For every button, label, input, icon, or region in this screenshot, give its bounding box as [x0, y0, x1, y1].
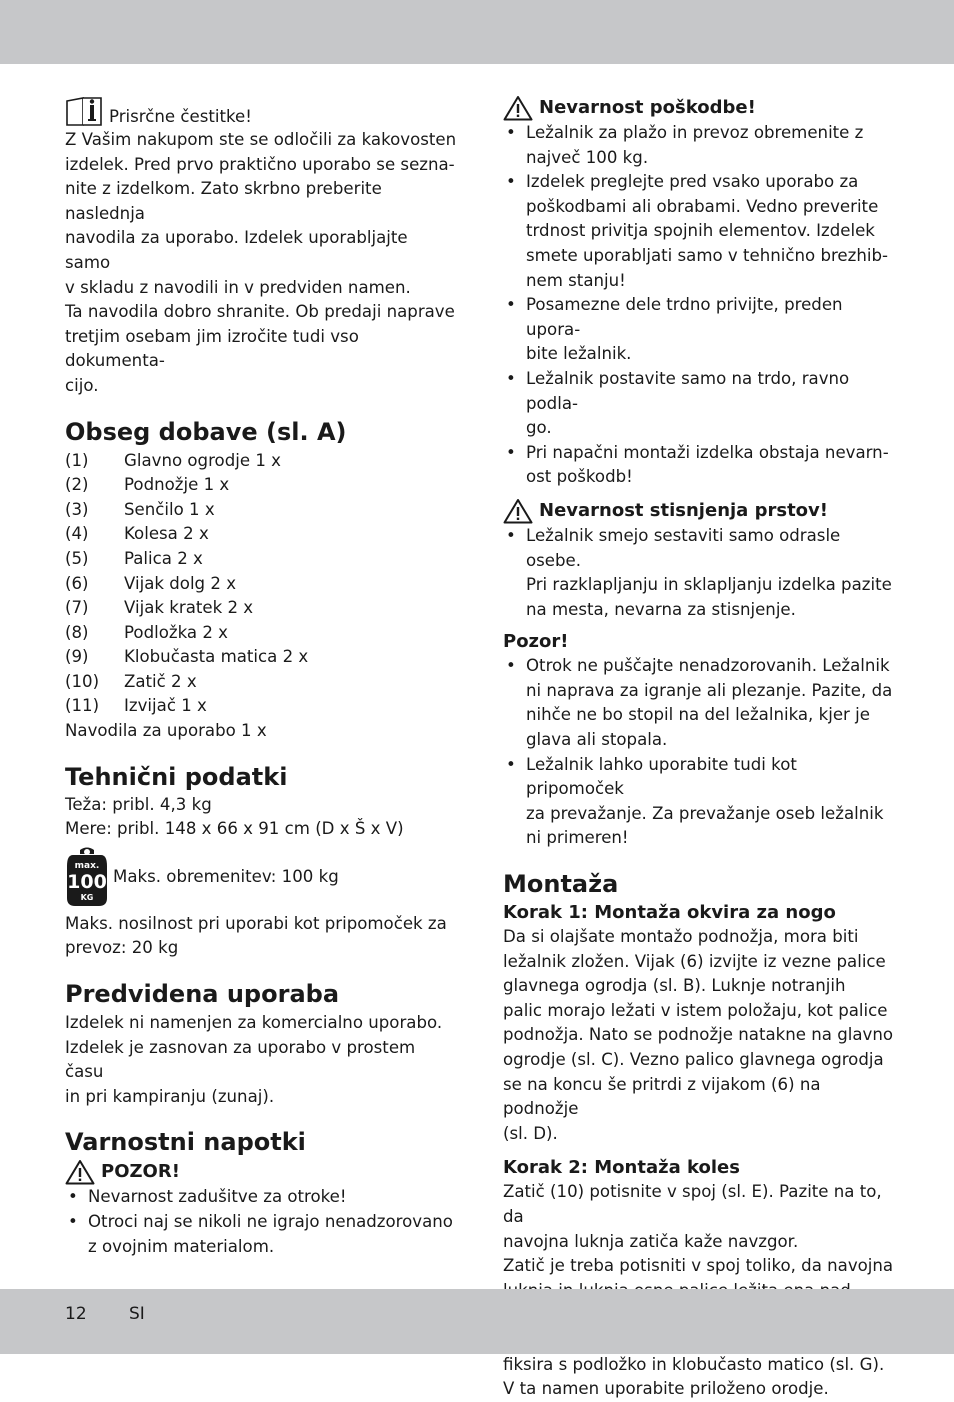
list-item: • Ležalnik smejo sestaviti samo odrasle osebe. Pri razklapljanju in sklapljanju izdelka pazite na mesta, nevarna za stisnjenje.	[503, 524, 895, 622]
scope-item-label: Izvijač 1 x	[124, 696, 207, 716]
intro-line: v skladu z navodili in v predviden namen.	[65, 277, 411, 297]
info-book-icon	[65, 95, 103, 127]
damage-list	[503, 121, 895, 490]
max-load-text: Maks. obremenitev: 100 kg	[113, 866, 339, 886]
language-code: SI	[129, 1304, 145, 1324]
pozor-warning-head	[65, 1159, 457, 1185]
step2-line: Zatič (10) potisnite v spoj (sl. E). Pazite na to, da	[503, 1182, 882, 1226]
scope-list	[65, 449, 457, 744]
scope-item-number: (6)	[65, 573, 89, 593]
damage-heading: Nevarnost poškodbe!	[539, 97, 756, 118]
step1-line: podnožja. Nato se podnožje natakne na glavno	[503, 1025, 893, 1045]
intro-greeting-line	[65, 95, 457, 127]
pinch-heading: Nevarnost stisnjenja prstov!	[539, 499, 828, 521]
scope-item-label: Vijak kratek 2 x	[124, 598, 254, 618]
step2-line: fiksira s podložko in klobučasto matico (sl. G).	[503, 1354, 885, 1374]
scope-item	[65, 621, 457, 646]
tech-dimensions: Mere: pribl. 148 x 66 x 91 cm (D x Š x V)	[65, 819, 404, 839]
header-bar	[0, 0, 954, 64]
scope-item-number: (2)	[65, 475, 89, 495]
scope-item-number: (7)	[65, 598, 89, 618]
pinch-list	[503, 524, 895, 622]
warning-triangle-icon	[65, 1159, 95, 1185]
warning-triangle-icon	[503, 95, 533, 121]
step1-line: Da si olajšate montažo podnožja, mora biti	[503, 927, 859, 947]
weight-100kg-icon	[65, 846, 109, 908]
list-item: • Nevarnost zadušitve za otroke!	[65, 1185, 457, 1210]
list-item: • Otroci naj se nikoli ne igrajo nenadzorovano z ovojnim materialom.	[65, 1210, 457, 1259]
scope-item-number: (10)	[65, 671, 100, 691]
intended-line: Izdelek ni namenjen za komercialno uporabo.	[65, 1013, 443, 1033]
step1-line: ogrodje (sl. C). Vezno palico glavnega ogrodja	[503, 1050, 884, 1069]
caution-heading: Pozor!	[503, 631, 569, 653]
step1-heading: Korak 1: Montaža okvira za nogo	[503, 902, 836, 924]
scope-item-number: (9)	[65, 647, 89, 667]
step2-line: V ta namen uporabite priloženo orodje.	[503, 1379, 829, 1399]
scope-item-number: (11)	[65, 696, 100, 716]
tech-transport-line: Maks. nosilnost pri uporabi kot pripomoček za	[65, 913, 447, 933]
intended-line: in pri kampiranju (zunaj).	[65, 1086, 275, 1106]
scope-item-number: (5)	[65, 548, 89, 568]
intro-greeting: Prisrčne čestitke!	[109, 107, 252, 126]
intro-line: nite z izdelkom. Zato skrbno preberite naslednja	[65, 179, 382, 223]
intended-heading: Predvidena uporaba	[65, 980, 340, 1009]
scope-item-label: Podložka 2 x	[124, 622, 228, 642]
scope-item	[65, 694, 457, 719]
scope-item	[65, 645, 457, 670]
pinch-warning-head	[503, 498, 895, 524]
list-item: • Posamezne dele trdno privijte, preden upora- bite ležalnik.	[503, 293, 895, 367]
intended-line: Izdelek je zasnovan za uporabo v prostem času	[65, 1037, 416, 1082]
scope-heading: Obseg dobave (sl. A)	[65, 417, 347, 446]
step1-line: palic morajo ležati v istem položaju, kot palice	[503, 1000, 888, 1020]
scope-item-number: (1)	[65, 450, 89, 470]
scope-item	[65, 572, 457, 597]
step1-line: (sl. D).	[503, 1123, 558, 1143]
list-item: • Ležalnik postavite samo na trdo, ravno podla- go.	[503, 367, 895, 441]
scope-item-label: Zatič 2 x	[124, 671, 197, 691]
intro-text	[65, 128, 457, 399]
intro-line: Ta navodila dobro shranite. Ob predaji naprave	[65, 302, 455, 322]
scope-item-label: Senčilo 1 x	[124, 499, 215, 519]
scope-footer: Navodila za uporabo 1 x	[65, 721, 267, 741]
list-item: • Otrok ne puščajte nenadzorovanih. Ležalnik ni naprava za igranje ali plezanje. Pazite, da nihče ne bo stopil na del ležalnika, kjer je glava ali stopala.	[503, 654, 895, 752]
badge-value: 100	[67, 870, 107, 893]
list-item: • Ležalnik lahko uporabite tudi kot pripomoček za prevažanje. Za prevažanje oseb ležalnik ni primeren!	[503, 753, 895, 851]
scope-item	[65, 498, 457, 523]
list-item: • Pri napačni montaži izdelka obstaja nevarn- ost poškodb!	[503, 441, 895, 490]
list-item: • Ležalnik za plažo in prevoz obremenite z največ 100 kg.	[503, 121, 895, 170]
scope-item	[65, 670, 457, 695]
scope-item-label: Glavno ogrodje 1 x	[124, 450, 281, 470]
scope-item-label: Kolesa 2 x	[124, 524, 209, 544]
step2-line: Zatič je treba potisniti v spoj toliko, da navojna	[503, 1256, 894, 1276]
step2-line: navojna luknja zatiča kaže navzgor.	[503, 1231, 799, 1251]
intro-line: tretjim osebam jim izročite tudi vso dokumenta-	[65, 326, 359, 371]
max-load-line	[65, 846, 457, 908]
intro-line: navodila za uporabo. Izdelek uporabljajte samo	[65, 228, 408, 272]
scope-item-label: Klobučasta matica 2 x	[124, 647, 309, 667]
tech-heading: Tehnični podatki	[65, 762, 288, 791]
scope-item-label: Palica 2 x	[124, 548, 203, 568]
list-item: • Izdelek preglejte pred vsako uporabo za poškodbami ali obrabami. Vedno preverite trdnost privitja spojnih elementov. Izdelek smete uporabljati samo v tehnično brezhib- nem stanju!	[503, 170, 895, 293]
step1-line: ležalnik zložen. Vijak (6) izvijte iz vezne palice	[503, 951, 886, 971]
badge-unit: KG	[80, 892, 94, 902]
page-number: 12	[65, 1304, 87, 1324]
step1-line: glavnega ogrodja (sl. B). Luknje notranjih	[503, 976, 846, 996]
scope-item-number: (3)	[65, 499, 89, 519]
assembly-heading: Montaža	[503, 870, 619, 899]
safety-heading: Varnostni napotki	[65, 1128, 306, 1157]
scope-item-label: Podnožje 1 x	[124, 475, 230, 495]
pozor-list	[65, 1185, 457, 1259]
badge-max-label: max.	[74, 860, 100, 871]
scope-item-number: (8)	[65, 622, 89, 642]
warning-triangle-icon	[503, 498, 533, 524]
step2-heading: Korak 2: Montaža koles	[503, 1157, 740, 1179]
scope-item-number: (4)	[65, 524, 89, 544]
scope-item	[65, 522, 457, 547]
pozor-heading: POZOR!	[101, 1161, 180, 1183]
right-column	[503, 95, 895, 1402]
tech-transport-line: prevoz: 20 kg	[65, 938, 179, 958]
damage-warning-head	[503, 95, 895, 121]
left-column	[65, 95, 457, 1259]
scope-item-label: Vijak dolg 2 x	[124, 573, 237, 593]
caution-list	[503, 654, 895, 851]
intro-line: izdelek. Pred prvo praktično uporabo se sezna-	[65, 154, 455, 174]
scope-item	[65, 449, 457, 474]
step1-line: se na koncu še pritrdi z vijakom (6) na podnožje	[503, 1074, 821, 1119]
intro-line: cijo.	[65, 375, 99, 395]
scope-item	[65, 596, 457, 621]
tech-weight: Teža: pribl. 4,3 kg	[65, 794, 212, 814]
scope-item	[65, 473, 457, 498]
intro-line: Z Vašim nakupom ste se odločili za kakovosten	[65, 130, 457, 149]
scope-item	[65, 547, 457, 572]
